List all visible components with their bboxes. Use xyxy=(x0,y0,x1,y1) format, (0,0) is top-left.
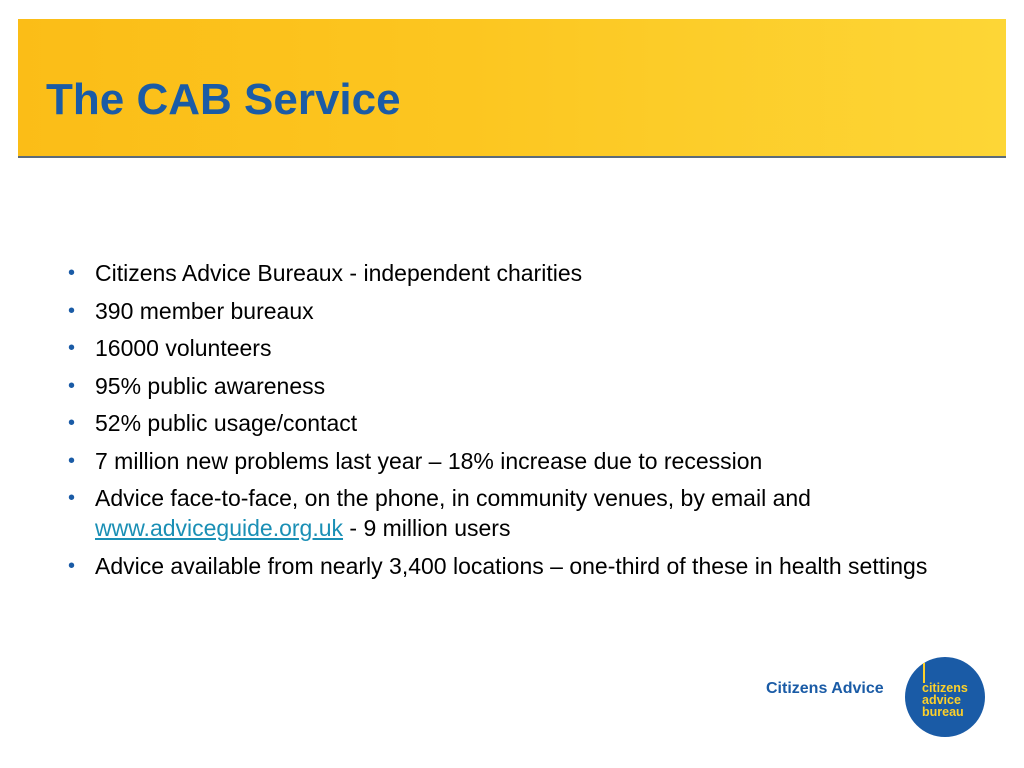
bullet-list xyxy=(62,258,962,588)
bullet-item xyxy=(62,296,962,326)
bullet-icon: • xyxy=(68,554,76,577)
bullet-item-advice-channels xyxy=(62,483,962,543)
bullet-item xyxy=(62,258,962,288)
bullet-text: 95% public awareness xyxy=(95,372,326,399)
logo-text xyxy=(922,682,968,718)
bullet-icon: • xyxy=(68,449,76,472)
bullet-item xyxy=(62,371,962,401)
citizens-advice-bureau-logo xyxy=(905,657,985,737)
logo-bar-icon xyxy=(923,663,925,683)
bullet-text: Advice face-to-face, on the phone, in community venues, by email and xyxy=(95,485,811,511)
logo-line-citizens: citizens xyxy=(922,681,968,695)
slide-title: The CAB Service xyxy=(46,75,401,124)
bullet-item xyxy=(62,446,962,476)
bullet-text: 52% public usage/contact xyxy=(95,410,358,436)
logo-line-advice: advice xyxy=(922,693,961,707)
bullet-icon: • xyxy=(68,374,76,397)
bullet-icon: • xyxy=(68,337,76,359)
bullet-text: 390 member bureaux xyxy=(95,297,314,324)
bullet-text: Advice available from nearly 3,400 locations – one-third of these in health settings xyxy=(95,552,928,579)
logo-line-bureau: bureau xyxy=(922,705,964,719)
adviceguide-link[interactable]: www.adviceguide.org.uk xyxy=(95,515,344,541)
citizens-advice-brand-text: Citizens Advice xyxy=(766,680,884,697)
bullet-text: 16000 volunteers xyxy=(95,335,272,361)
bullet-icon: • xyxy=(68,412,76,434)
bullet-text: Citizens Advice Bureaux - independent charities xyxy=(95,260,583,286)
bullet-icon: • xyxy=(68,299,76,322)
bullet-item xyxy=(62,333,962,363)
bullet-icon: • xyxy=(68,262,76,284)
bullet-text: 7 million new problems last year – 18% increase due to recession xyxy=(95,447,763,474)
bullet-item xyxy=(62,408,962,438)
bullet-icon: • xyxy=(68,487,76,509)
bullet-item-locations xyxy=(62,551,962,581)
bullet-text-suffix: - 9 million users xyxy=(343,515,511,541)
